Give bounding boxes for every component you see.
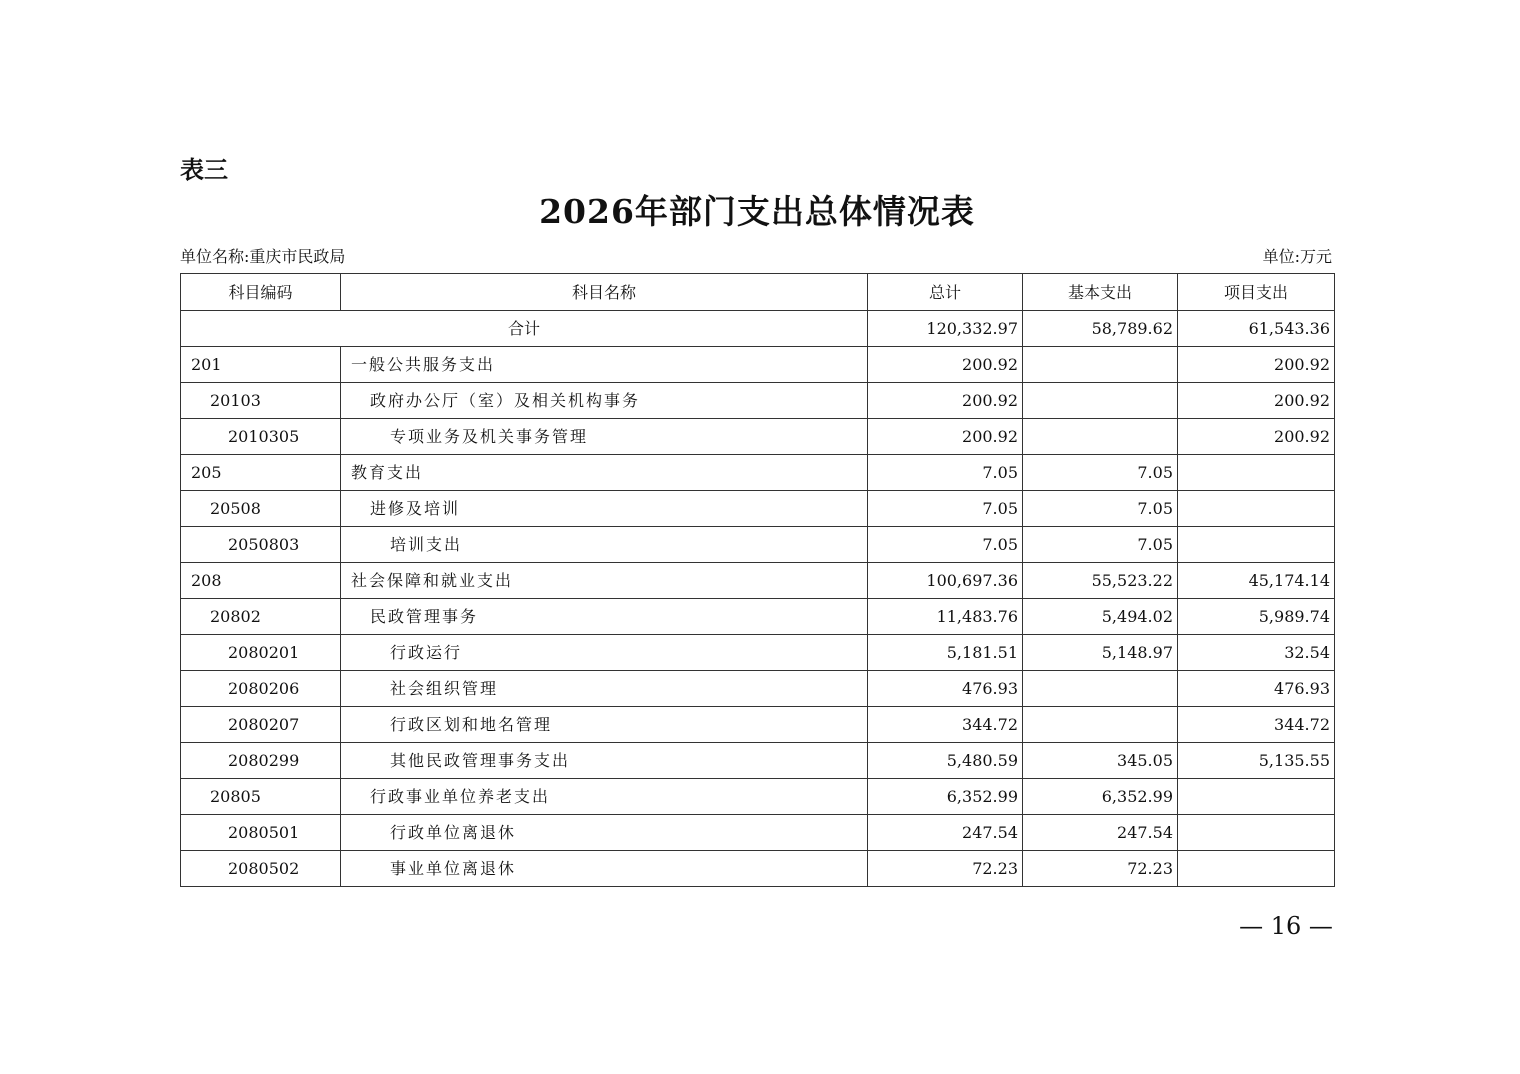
code-cell: 2080502 (181, 851, 341, 887)
name-cell: 培训支出 (341, 527, 868, 563)
project-cell: 5,989.74 (1178, 599, 1335, 635)
table-row (181, 455, 1335, 491)
header-code: 科目编码 (181, 274, 341, 311)
name-cell: 民政管理事务 (341, 599, 868, 635)
table-label: 表三 (180, 156, 228, 184)
basic-cell: 55,523.22 (1023, 563, 1178, 599)
code-cell: 20805 (181, 779, 341, 815)
project-cell: 200.92 (1178, 419, 1335, 455)
name-cell: 事业单位离退休 (341, 851, 868, 887)
total-cell: 200.92 (868, 419, 1023, 455)
header-basic: 基本支出 (1023, 274, 1178, 311)
project-cell: 476.93 (1178, 671, 1335, 707)
total-cell: 100,697.36 (868, 563, 1023, 599)
total-row (181, 311, 1335, 347)
header-project: 项目支出 (1178, 274, 1335, 311)
code-cell: 2080299 (181, 743, 341, 779)
project-cell: 200.92 (1178, 383, 1335, 419)
table-row (181, 419, 1335, 455)
page-title: 2026年部门支出总体情况表 (539, 192, 975, 231)
basic-cell (1023, 707, 1178, 743)
table-row (181, 563, 1335, 599)
code-cell: 2080207 (181, 707, 341, 743)
name-cell: 一般公共服务支出 (341, 347, 868, 383)
total-cell: 344.72 (868, 707, 1023, 743)
meta-row (180, 244, 1332, 267)
total-cell: 7.05 (868, 455, 1023, 491)
project-cell: 61,543.36 (1178, 311, 1335, 347)
name-cell: 专项业务及机关事务管理 (341, 419, 868, 455)
unit-name-text: 单位名称:重庆市民政局 (180, 247, 346, 266)
project-cell (1178, 455, 1335, 491)
page-number: — 16 — (1239, 912, 1333, 940)
project-cell: 5,135.55 (1178, 743, 1335, 779)
project-cell: 32.54 (1178, 635, 1335, 671)
table-row (181, 815, 1335, 851)
code-cell: 2080206 (181, 671, 341, 707)
name-cell: 其他民政管理事务支出 (341, 743, 868, 779)
basic-cell: 5,494.02 (1023, 599, 1178, 635)
table-row (181, 599, 1335, 635)
code-cell: 2010305 (181, 419, 341, 455)
table-row (181, 851, 1335, 887)
header-name: 科目名称 (341, 274, 868, 311)
total-cell: 200.92 (868, 383, 1023, 419)
expenditure-table (180, 273, 1335, 887)
name-cell: 社会组织管理 (341, 671, 868, 707)
code-cell: 205 (181, 455, 341, 491)
total-label: 合计 (181, 311, 868, 347)
basic-cell: 72.23 (1023, 851, 1178, 887)
project-cell: 200.92 (1178, 347, 1335, 383)
basic-cell (1023, 383, 1178, 419)
basic-cell: 345.05 (1023, 743, 1178, 779)
total-cell: 72.23 (868, 851, 1023, 887)
table-row (181, 779, 1335, 815)
code-cell: 208 (181, 563, 341, 599)
code-cell: 2080201 (181, 635, 341, 671)
name-cell: 进修及培训 (341, 491, 868, 527)
project-cell (1178, 851, 1335, 887)
total-cell: 11,483.76 (868, 599, 1023, 635)
basic-cell (1023, 671, 1178, 707)
table-row (181, 527, 1335, 563)
basic-cell (1023, 347, 1178, 383)
table-row (181, 383, 1335, 419)
project-cell (1178, 779, 1335, 815)
header-total: 总计 (868, 274, 1023, 311)
table-row (181, 743, 1335, 779)
total-cell: 6,352.99 (868, 779, 1023, 815)
name-cell: 行政区划和地名管理 (341, 707, 868, 743)
table-row (181, 635, 1335, 671)
table-row (181, 491, 1335, 527)
basic-cell: 58,789.62 (1023, 311, 1178, 347)
total-cell: 476.93 (868, 671, 1023, 707)
basic-cell (1023, 419, 1178, 455)
code-cell: 20802 (181, 599, 341, 635)
basic-cell: 7.05 (1023, 527, 1178, 563)
name-cell: 社会保障和就业支出 (341, 563, 868, 599)
name-cell: 行政运行 (341, 635, 868, 671)
basic-cell: 7.05 (1023, 455, 1178, 491)
table-row (181, 671, 1335, 707)
table-header-row (181, 274, 1335, 311)
code-cell: 20508 (181, 491, 341, 527)
basic-cell: 6,352.99 (1023, 779, 1178, 815)
basic-cell: 7.05 (1023, 491, 1178, 527)
total-cell: 120,332.97 (868, 311, 1023, 347)
basic-cell: 5,148.97 (1023, 635, 1178, 671)
basic-cell: 247.54 (1023, 815, 1178, 851)
code-cell: 2080501 (181, 815, 341, 851)
project-cell (1178, 527, 1335, 563)
code-cell: 20103 (181, 383, 341, 419)
name-cell: 教育支出 (341, 455, 868, 491)
code-cell: 201 (181, 347, 341, 383)
table-row (181, 347, 1335, 383)
total-cell: 7.05 (868, 491, 1023, 527)
total-cell: 5,480.59 (868, 743, 1023, 779)
table-row (181, 707, 1335, 743)
name-cell: 政府办公厅（室）及相关机构事务 (341, 383, 868, 419)
project-cell (1178, 815, 1335, 851)
total-cell: 200.92 (868, 347, 1023, 383)
project-cell (1178, 491, 1335, 527)
total-cell: 5,181.51 (868, 635, 1023, 671)
project-cell: 344.72 (1178, 707, 1335, 743)
unit-text: 单位:万元 (1262, 247, 1332, 266)
total-cell: 7.05 (868, 527, 1023, 563)
name-cell: 行政单位离退休 (341, 815, 868, 851)
total-cell: 247.54 (868, 815, 1023, 851)
code-cell: 2050803 (181, 527, 341, 563)
project-cell: 45,174.14 (1178, 563, 1335, 599)
name-cell: 行政事业单位养老支出 (341, 779, 868, 815)
